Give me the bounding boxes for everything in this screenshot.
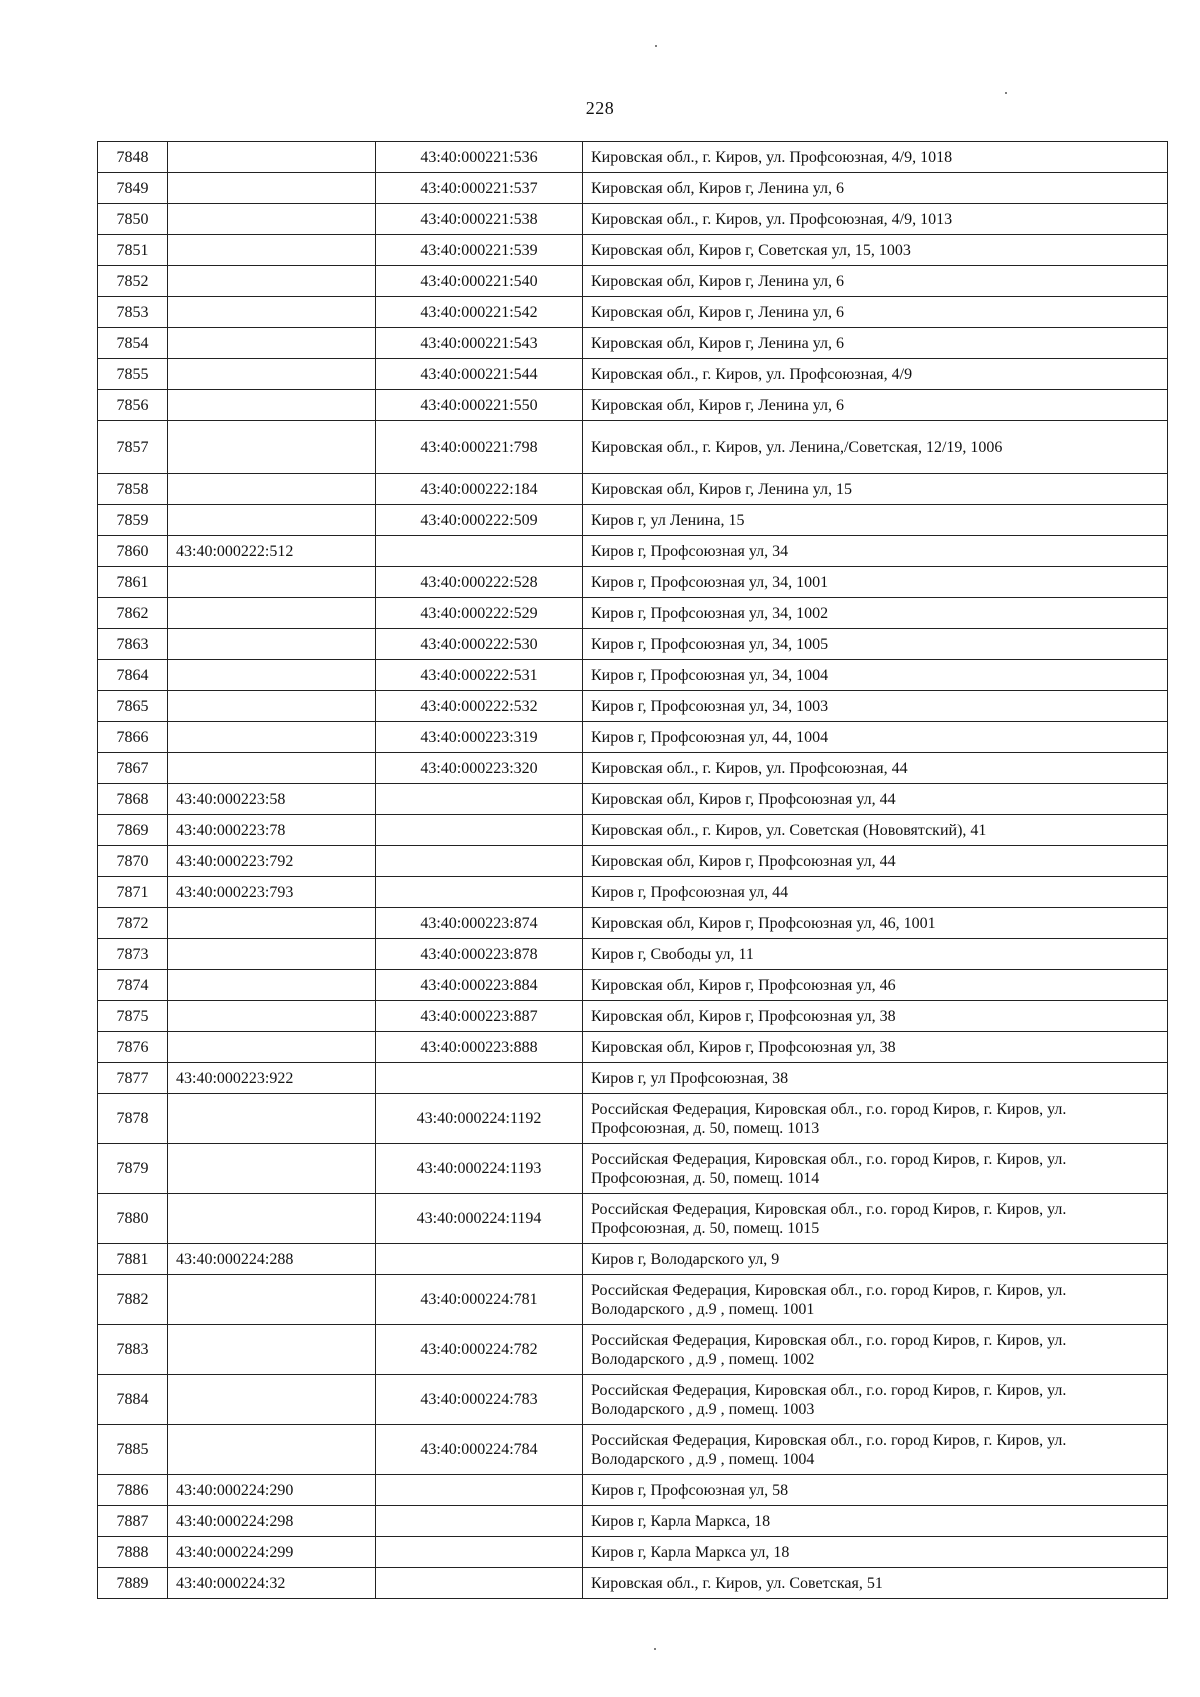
cadastral-object-cell bbox=[376, 846, 583, 877]
table-row bbox=[98, 846, 1168, 877]
cadastral-object-cell: 43:40:000221:537 bbox=[376, 173, 583, 204]
cadastral-parcel-cell bbox=[168, 691, 376, 722]
row-number-cell: 7881 bbox=[98, 1244, 168, 1275]
row-number-cell: 7885 bbox=[98, 1425, 168, 1475]
table-row bbox=[98, 1425, 1168, 1475]
cadastral-object-cell bbox=[376, 1244, 583, 1275]
cadastral-object-cell: 43:40:000221:798 bbox=[376, 421, 583, 474]
scan-speck bbox=[655, 45, 657, 47]
cadastral-object-cell: 43:40:000223:874 bbox=[376, 908, 583, 939]
row-number-cell: 7852 bbox=[98, 266, 168, 297]
address-cell: Киров г, ул Профсоюзная, 38 bbox=[583, 1063, 1168, 1094]
cadastral-object-cell: 43:40:000222:530 bbox=[376, 629, 583, 660]
table-row bbox=[98, 1537, 1168, 1568]
address-cell: Кировская обл., г. Киров, ул. Профсоюзная, 44 bbox=[583, 753, 1168, 784]
address-cell: Российская Федерация, Кировская обл., г.о. город Киров, г. Киров, ул. Володарского , д.9 , помещ. 1001 bbox=[583, 1275, 1168, 1325]
cadastral-object-cell: 43:40:000222:509 bbox=[376, 505, 583, 536]
cadastral-parcel-cell bbox=[168, 1275, 376, 1325]
table-row bbox=[98, 598, 1168, 629]
table-row bbox=[98, 297, 1168, 328]
table-row bbox=[98, 629, 1168, 660]
row-number-cell: 7848 bbox=[98, 142, 168, 173]
cadastral-parcel-cell bbox=[168, 629, 376, 660]
address-cell: Кировская обл, Киров г, Ленина ул, 6 bbox=[583, 328, 1168, 359]
cadastral-parcel-cell bbox=[168, 1425, 376, 1475]
cadastral-object-cell: 43:40:000223:320 bbox=[376, 753, 583, 784]
address-cell: Кировская обл, Киров г, Ленина ул, 15 bbox=[583, 474, 1168, 505]
cadastral-object-cell: 43:40:000221:543 bbox=[376, 328, 583, 359]
address-cell: Киров г, Профсоюзная ул, 34, 1001 bbox=[583, 567, 1168, 598]
row-number-cell: 7865 bbox=[98, 691, 168, 722]
address-cell: Киров г, Карла Маркса ул, 18 bbox=[583, 1537, 1168, 1568]
table-row bbox=[98, 505, 1168, 536]
cadastral-parcel-cell: 43:40:000223:78 bbox=[168, 815, 376, 846]
cadastral-object-cell: 43:40:000222:531 bbox=[376, 660, 583, 691]
row-number-cell: 7888 bbox=[98, 1537, 168, 1568]
address-cell: Киров г, Профсоюзная ул, 34, 1005 bbox=[583, 629, 1168, 660]
row-number-cell: 7884 bbox=[98, 1375, 168, 1425]
cadastral-parcel-cell bbox=[168, 1032, 376, 1063]
cadastral-object-cell: 43:40:000221:540 bbox=[376, 266, 583, 297]
cadastral-object-cell: 43:40:000224:783 bbox=[376, 1375, 583, 1425]
cadastral-parcel-cell bbox=[168, 173, 376, 204]
cadastral-parcel-cell bbox=[168, 970, 376, 1001]
row-number-cell: 7868 bbox=[98, 784, 168, 815]
cadastral-object-cell bbox=[376, 1475, 583, 1506]
cadastral-parcel-cell bbox=[168, 328, 376, 359]
cadastral-object-cell: 43:40:000221:544 bbox=[376, 359, 583, 390]
registry-body bbox=[98, 142, 1168, 1599]
cadastral-parcel-cell: 43:40:000223:922 bbox=[168, 1063, 376, 1094]
address-cell: Кировская обл, Киров г, Ленина ул, 6 bbox=[583, 173, 1168, 204]
cadastral-parcel-cell bbox=[168, 235, 376, 266]
address-cell: Кировская обл, Киров г, Ленина ул, 6 bbox=[583, 297, 1168, 328]
cadastral-parcel-cell: 43:40:000224:298 bbox=[168, 1506, 376, 1537]
cadastral-object-cell: 43:40:000221:550 bbox=[376, 390, 583, 421]
address-cell: Киров г, Профсоюзная ул, 34, 1002 bbox=[583, 598, 1168, 629]
cadastral-parcel-cell bbox=[168, 421, 376, 474]
address-cell: Кировская обл, Киров г, Профсоюзная ул, 46, 1001 bbox=[583, 908, 1168, 939]
table-row bbox=[98, 266, 1168, 297]
table-row bbox=[98, 390, 1168, 421]
table-row bbox=[98, 173, 1168, 204]
cadastral-object-cell bbox=[376, 1537, 583, 1568]
registry-table bbox=[97, 141, 1168, 1599]
cadastral-object-cell bbox=[376, 784, 583, 815]
table-row bbox=[98, 1475, 1168, 1506]
address-cell: Киров г, Профсоюзная ул, 34, 1004 bbox=[583, 660, 1168, 691]
cadastral-parcel-cell bbox=[168, 474, 376, 505]
cadastral-parcel-cell: 43:40:000224:290 bbox=[168, 1475, 376, 1506]
table-row bbox=[98, 1144, 1168, 1194]
cadastral-object-cell: 43:40:000224:1193 bbox=[376, 1144, 583, 1194]
cadastral-parcel-cell: 43:40:000224:299 bbox=[168, 1537, 376, 1568]
table-row bbox=[98, 328, 1168, 359]
table-row bbox=[98, 204, 1168, 235]
address-cell: Кировская обл, Киров г, Профсоюзная ул, 44 bbox=[583, 846, 1168, 877]
table-row bbox=[98, 1244, 1168, 1275]
address-cell: Кировская обл, Киров г, Советская ул, 15, 1003 bbox=[583, 235, 1168, 266]
row-number-cell: 7863 bbox=[98, 629, 168, 660]
address-cell: Киров г, Профсоюзная ул, 58 bbox=[583, 1475, 1168, 1506]
address-cell: Киров г, Профсоюзная ул, 44 bbox=[583, 877, 1168, 908]
address-cell: Киров г, Профсоюзная ул, 44, 1004 bbox=[583, 722, 1168, 753]
row-number-cell: 7873 bbox=[98, 939, 168, 970]
cadastral-object-cell: 43:40:000223:878 bbox=[376, 939, 583, 970]
row-number-cell: 7859 bbox=[98, 505, 168, 536]
cadastral-object-cell: 43:40:000223:884 bbox=[376, 970, 583, 1001]
cadastral-parcel-cell bbox=[168, 1194, 376, 1244]
address-cell: Кировская обл., г. Киров, ул. Советская, 51 bbox=[583, 1568, 1168, 1599]
cadastral-parcel-cell bbox=[168, 908, 376, 939]
table-row bbox=[98, 567, 1168, 598]
table-row bbox=[98, 1568, 1168, 1599]
row-number-cell: 7862 bbox=[98, 598, 168, 629]
cadastral-object-cell: 43:40:000222:184 bbox=[376, 474, 583, 505]
cadastral-parcel-cell bbox=[168, 1094, 376, 1144]
table-row bbox=[98, 1094, 1168, 1144]
row-number-cell: 7886 bbox=[98, 1475, 168, 1506]
table-row bbox=[98, 1275, 1168, 1325]
table-row bbox=[98, 939, 1168, 970]
row-number-cell: 7889 bbox=[98, 1568, 168, 1599]
cadastral-parcel-cell: 43:40:000223:792 bbox=[168, 846, 376, 877]
cadastral-object-cell: 43:40:000224:1194 bbox=[376, 1194, 583, 1244]
table-row bbox=[98, 691, 1168, 722]
table-row bbox=[98, 753, 1168, 784]
address-cell: Киров г, Свободы ул, 11 bbox=[583, 939, 1168, 970]
cadastral-object-cell: 43:40:000224:781 bbox=[376, 1275, 583, 1325]
row-number-cell: 7851 bbox=[98, 235, 168, 266]
cadastral-parcel-cell bbox=[168, 1001, 376, 1032]
row-number-cell: 7869 bbox=[98, 815, 168, 846]
row-number-cell: 7864 bbox=[98, 660, 168, 691]
row-number-cell: 7850 bbox=[98, 204, 168, 235]
cadastral-object-cell: 43:40:000222:529 bbox=[376, 598, 583, 629]
cadastral-object-cell bbox=[376, 1063, 583, 1094]
page-number: 228 bbox=[585, 98, 615, 118]
row-number-cell: 7861 bbox=[98, 567, 168, 598]
address-cell: Кировская обл., г. Киров, ул. Советская (Нововятский), 41 bbox=[583, 815, 1168, 846]
address-cell: Кировская обл, Киров г, Профсоюзная ул, 38 bbox=[583, 1032, 1168, 1063]
address-cell: Российская Федерация, Кировская обл., г.о. город Киров, г. Киров, ул. Профсоюзная, д. 50, помещ. 1014 bbox=[583, 1144, 1168, 1194]
row-number-cell: 7866 bbox=[98, 722, 168, 753]
row-number-cell: 7880 bbox=[98, 1194, 168, 1244]
address-cell: Киров г, Профсоюзная ул, 34 bbox=[583, 536, 1168, 567]
table-row bbox=[98, 908, 1168, 939]
cadastral-object-cell: 43:40:000221:539 bbox=[376, 235, 583, 266]
cadastral-object-cell: 43:40:000224:1192 bbox=[376, 1094, 583, 1144]
row-number-cell: 7883 bbox=[98, 1325, 168, 1375]
row-number-cell: 7876 bbox=[98, 1032, 168, 1063]
cadastral-parcel-cell bbox=[168, 1144, 376, 1194]
table-row bbox=[98, 1001, 1168, 1032]
address-cell: Кировская обл, Киров г, Профсоюзная ул, 44 bbox=[583, 784, 1168, 815]
row-number-cell: 7871 bbox=[98, 877, 168, 908]
address-cell: Российская Федерация, Кировская обл., г.о. город Киров, г. Киров, ул. Володарского , д.9 , помещ. 1003 bbox=[583, 1375, 1168, 1425]
table-row bbox=[98, 660, 1168, 691]
cadastral-object-cell bbox=[376, 1568, 583, 1599]
address-cell: Кировская обл, Киров г, Профсоюзная ул, 46 bbox=[583, 970, 1168, 1001]
cadastral-parcel-cell: 43:40:000223:58 bbox=[168, 784, 376, 815]
cadastral-object-cell: 43:40:000222:532 bbox=[376, 691, 583, 722]
cadastral-parcel-cell bbox=[168, 359, 376, 390]
address-cell: Кировская обл, Киров г, Ленина ул, 6 bbox=[583, 390, 1168, 421]
cadastral-parcel-cell bbox=[168, 505, 376, 536]
row-number-cell: 7855 bbox=[98, 359, 168, 390]
cadastral-parcel-cell: 43:40:000222:512 bbox=[168, 536, 376, 567]
table-row bbox=[98, 142, 1168, 173]
cadastral-object-cell: 43:40:000221:538 bbox=[376, 204, 583, 235]
cadastral-parcel-cell bbox=[168, 660, 376, 691]
table-row bbox=[98, 970, 1168, 1001]
table-row bbox=[98, 359, 1168, 390]
cadastral-object-cell: 43:40:000222:528 bbox=[376, 567, 583, 598]
address-cell: Киров г, Профсоюзная ул, 34, 1003 bbox=[583, 691, 1168, 722]
table-row bbox=[98, 1032, 1168, 1063]
cadastral-object-cell bbox=[376, 536, 583, 567]
address-cell: Российская Федерация, Кировская обл., г.о. город Киров, г. Киров, ул. Володарского , д.9 , помещ. 1004 bbox=[583, 1425, 1168, 1475]
row-number-cell: 7870 bbox=[98, 846, 168, 877]
address-cell: Кировская обл., г. Киров, ул. Профсоюзная, 4/9 bbox=[583, 359, 1168, 390]
cadastral-parcel-cell bbox=[168, 142, 376, 173]
cadastral-parcel-cell bbox=[168, 297, 376, 328]
row-number-cell: 7887 bbox=[98, 1506, 168, 1537]
table-row bbox=[98, 1375, 1168, 1425]
cadastral-object-cell: 43:40:000223:887 bbox=[376, 1001, 583, 1032]
row-number-cell: 7858 bbox=[98, 474, 168, 505]
row-number-cell: 7854 bbox=[98, 328, 168, 359]
scan-speck bbox=[1005, 92, 1007, 94]
cadastral-parcel-cell bbox=[168, 753, 376, 784]
cadastral-parcel-cell bbox=[168, 722, 376, 753]
row-number-cell: 7857 bbox=[98, 421, 168, 474]
row-number-cell: 7882 bbox=[98, 1275, 168, 1325]
cadastral-parcel-cell: 43:40:000223:793 bbox=[168, 877, 376, 908]
row-number-cell: 7867 bbox=[98, 753, 168, 784]
cadastral-parcel-cell: 43:40:000224:288 bbox=[168, 1244, 376, 1275]
row-number-cell: 7872 bbox=[98, 908, 168, 939]
address-cell: Кировская обл, Киров г, Ленина ул, 6 bbox=[583, 266, 1168, 297]
table-row bbox=[98, 815, 1168, 846]
address-cell: Киров г, Володарского ул, 9 bbox=[583, 1244, 1168, 1275]
row-number-cell: 7877 bbox=[98, 1063, 168, 1094]
table-row bbox=[98, 877, 1168, 908]
cadastral-object-cell: 43:40:000223:319 bbox=[376, 722, 583, 753]
cadastral-parcel-cell: 43:40:000224:32 bbox=[168, 1568, 376, 1599]
cadastral-parcel-cell bbox=[168, 390, 376, 421]
cadastral-object-cell: 43:40:000221:542 bbox=[376, 297, 583, 328]
scan-speck bbox=[654, 1648, 656, 1650]
cadastral-object-cell: 43:40:000224:782 bbox=[376, 1325, 583, 1375]
address-cell: Кировская обл., г. Киров, ул. Профсоюзная, 4/9, 1013 bbox=[583, 204, 1168, 235]
cadastral-parcel-cell bbox=[168, 204, 376, 235]
table-row bbox=[98, 235, 1168, 266]
cadastral-object-cell: 43:40:000224:784 bbox=[376, 1425, 583, 1475]
address-cell: Киров г, ул Ленина, 15 bbox=[583, 505, 1168, 536]
row-number-cell: 7874 bbox=[98, 970, 168, 1001]
address-cell: Кировская обл., г. Киров, ул. Ленина,/Советская, 12/19, 1006 bbox=[583, 421, 1168, 474]
cadastral-parcel-cell bbox=[168, 266, 376, 297]
row-number-cell: 7878 bbox=[98, 1094, 168, 1144]
cadastral-object-cell bbox=[376, 877, 583, 908]
row-number-cell: 7860 bbox=[98, 536, 168, 567]
address-cell: Российская Федерация, Кировская обл., г.о. город Киров, г. Киров, ул. Володарского , д.9 , помещ. 1002 bbox=[583, 1325, 1168, 1375]
row-number-cell: 7875 bbox=[98, 1001, 168, 1032]
address-cell: Российская Федерация, Кировская обл., г.о. город Киров, г. Киров, ул. Профсоюзная, д. 50, помещ. 1015 bbox=[583, 1194, 1168, 1244]
row-number-cell: 7849 bbox=[98, 173, 168, 204]
table-row bbox=[98, 474, 1168, 505]
cadastral-parcel-cell bbox=[168, 1325, 376, 1375]
cadastral-parcel-cell bbox=[168, 567, 376, 598]
table-row bbox=[98, 1325, 1168, 1375]
table-row bbox=[98, 1063, 1168, 1094]
address-cell: Кировская обл, Киров г, Профсоюзная ул, 38 bbox=[583, 1001, 1168, 1032]
cadastral-parcel-cell bbox=[168, 1375, 376, 1425]
address-cell: Киров г, Карла Маркса, 18 bbox=[583, 1506, 1168, 1537]
table-row bbox=[98, 1194, 1168, 1244]
cadastral-object-cell: 43:40:000221:536 bbox=[376, 142, 583, 173]
address-cell: Российская Федерация, Кировская обл., г.о. город Киров, г. Киров, ул. Профсоюзная, д. 50, помещ. 1013 bbox=[583, 1094, 1168, 1144]
row-number-cell: 7856 bbox=[98, 390, 168, 421]
table-row bbox=[98, 1506, 1168, 1537]
cadastral-object-cell: 43:40:000223:888 bbox=[376, 1032, 583, 1063]
table-row bbox=[98, 784, 1168, 815]
cadastral-object-cell bbox=[376, 815, 583, 846]
table-row bbox=[98, 536, 1168, 567]
table-row bbox=[98, 421, 1168, 474]
table-row bbox=[98, 722, 1168, 753]
cadastral-object-cell bbox=[376, 1506, 583, 1537]
row-number-cell: 7853 bbox=[98, 297, 168, 328]
cadastral-parcel-cell bbox=[168, 598, 376, 629]
cadastral-parcel-cell bbox=[168, 939, 376, 970]
row-number-cell: 7879 bbox=[98, 1144, 168, 1194]
address-cell: Кировская обл., г. Киров, ул. Профсоюзная, 4/9, 1018 bbox=[583, 142, 1168, 173]
